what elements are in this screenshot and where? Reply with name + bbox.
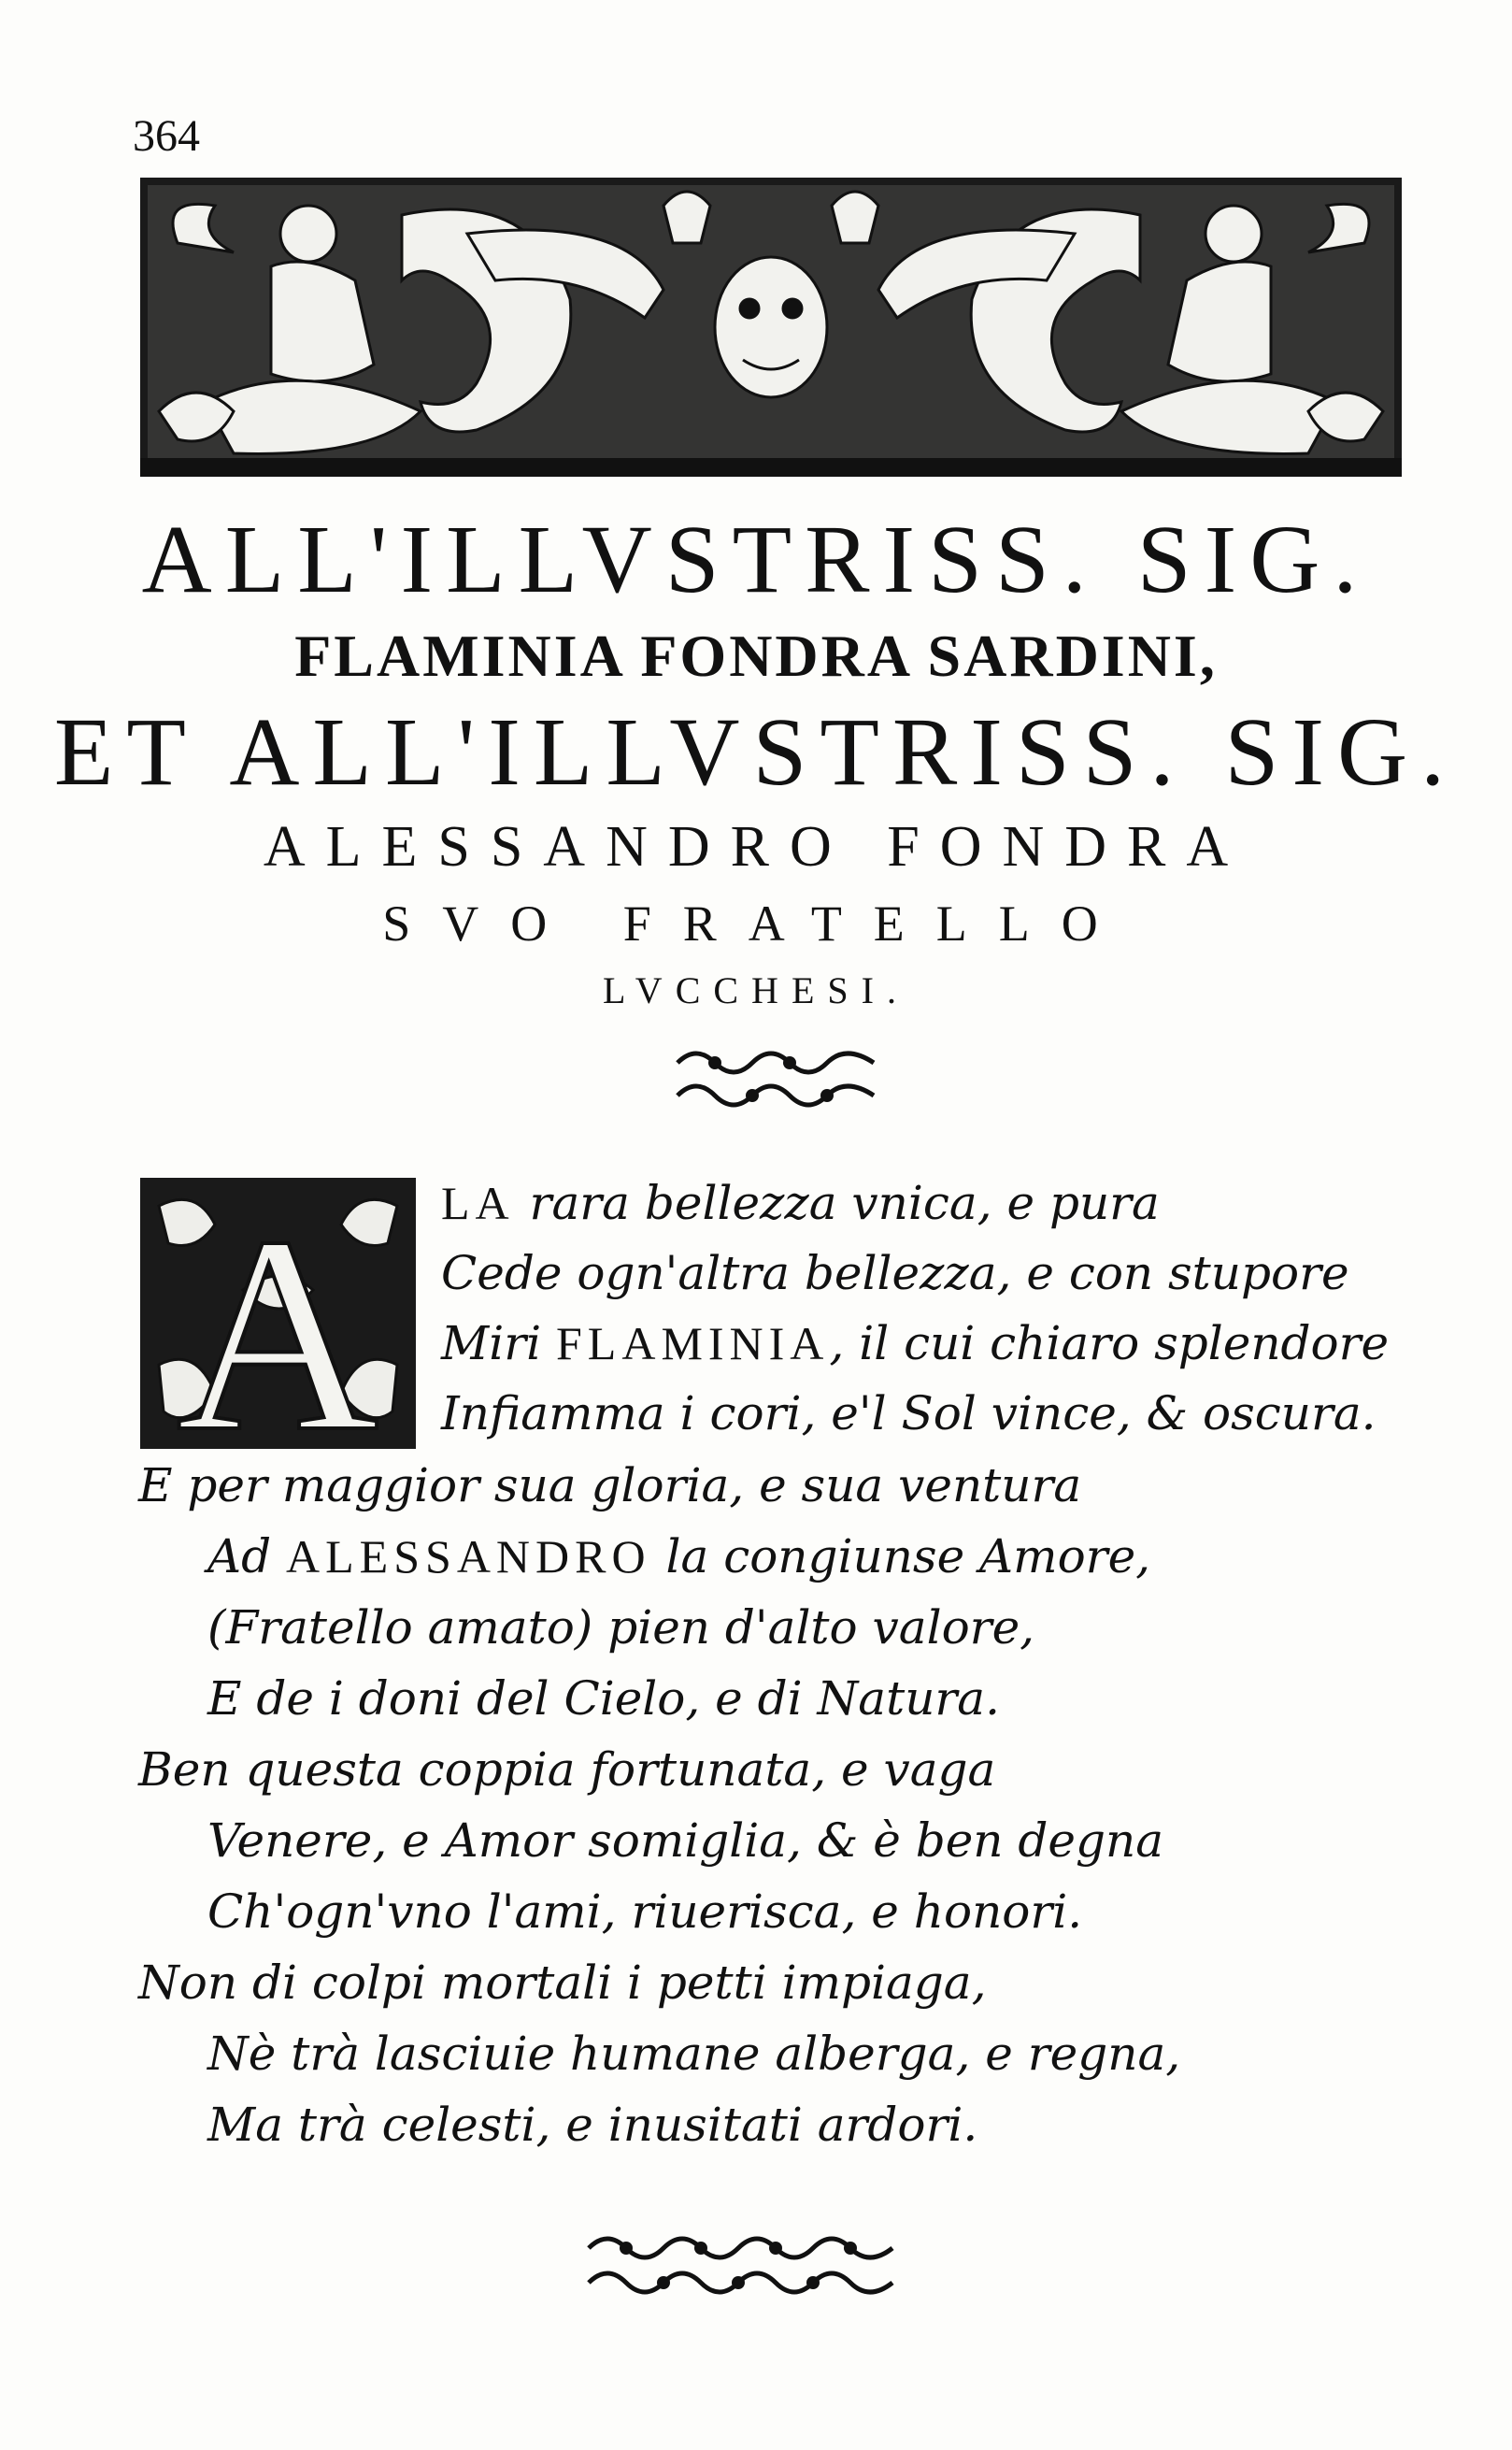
poem-line-1: LA rara bellezza vnica, e pura <box>441 1176 1160 1230</box>
poem-line-14: Ma trà celesti, e inusitati ardori. <box>207 2098 978 2152</box>
page-number: 364 <box>133 111 200 161</box>
dedication-line-6: LVCCHESI. <box>603 969 909 1011</box>
poem-line-9: Ben questa coppia fortunata, e vaga <box>138 1742 996 1797</box>
poem-line-4: Infiamma i cori, e'l Sol vince, & oscura. <box>441 1386 1376 1440</box>
poem-line-13: Nè trà lasciuie humane alberga, e regna, <box>207 2027 1181 2081</box>
dedication-line-2: FLAMINIA FONDRA SARDINI, <box>294 623 1218 689</box>
dedication-line-4: ALESSANDRO FONDRA <box>263 815 1249 879</box>
poem-line-12: Non di colpi mortali i petti impiaga, <box>138 1956 987 2010</box>
dedication-line-3: ET ALL'ILLVSTRISS. SIG. <box>53 698 1459 806</box>
dedication-line-1: ALL'ILLVSTRISS. SIG. <box>141 506 1371 613</box>
poem-line-6: Ad ALESSANDRO la congiunse Amore, <box>207 1529 1151 1583</box>
poem-line-7: (Fratello amato) pien d'alto valore, <box>207 1600 1035 1655</box>
initial-letter: A <box>176 1179 379 1449</box>
fleuron-ornament-bottom <box>579 2225 902 2304</box>
dedication-line-5: SVO FRATELLO <box>382 895 1130 952</box>
poem-line-8: E de i doni del Cielo, e di Natura. <box>207 1671 1000 1726</box>
poem-line-10: Venere, e Amor somiglia, & è ben degna <box>207 1813 1164 1868</box>
poem-line-3: Miri FLAMINIA, il cui chiaro splendore <box>441 1316 1390 1370</box>
poem-line-11: Ch'ogn'vno l'ami, riuerisca, e honori. <box>207 1884 1083 1939</box>
decorated-initial-a <box>140 1178 416 1449</box>
title-block <box>0 505 1512 1021</box>
poem-line-5: E per maggior sua gloria, e sua ventura <box>138 1458 1082 1512</box>
decorative-headpiece <box>140 178 1402 477</box>
poem-line-2: Cede ogn'altra bellezza, e con stupore <box>441 1246 1349 1300</box>
fleuron-ornament-top <box>668 1039 883 1114</box>
